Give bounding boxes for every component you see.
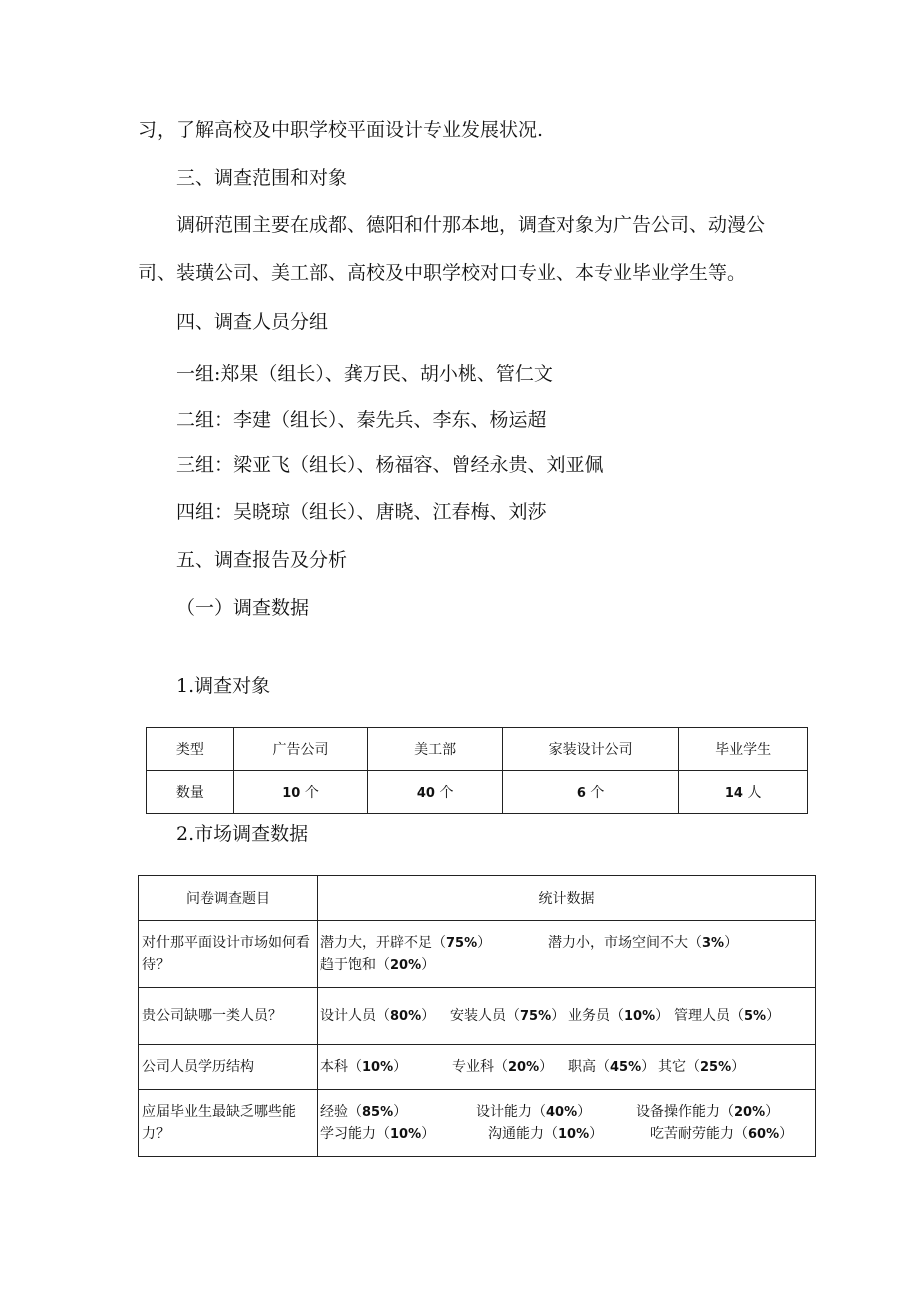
- stat-item: 安装人员（75%）: [450, 1008, 566, 1024]
- stat-item: 吃苦耐劳能力（60%）: [650, 1126, 794, 1142]
- stat-item: 潜力小，市场空间不大（3%）: [548, 935, 739, 951]
- stat-item: 潜力大，开辟不足（75%）: [320, 935, 492, 951]
- table-row: [139, 988, 816, 1045]
- count-value: 6: [576, 786, 586, 801]
- stat-item: 设备操作能力（20%）: [636, 1104, 780, 1120]
- paragraph-scope-line1: 调研范围主要在成都、德阳和什那本地，调查对象为广告公司、动漫公: [176, 214, 766, 236]
- subheading-survey-objects: 1.调查对象: [176, 675, 271, 697]
- table-header-cell: 美工部: [368, 728, 503, 771]
- stat-item: 趋于饱和（20%）: [320, 957, 436, 973]
- count-value: 10: [282, 786, 301, 801]
- table-row: [147, 771, 808, 814]
- group-1: 一组:郑果（组长）、龚万民、胡小桃、管仁文: [176, 363, 553, 385]
- subheading-survey-data: （一）调查数据: [176, 597, 310, 619]
- question-cell: 贵公司缺哪一类人员？: [139, 988, 318, 1045]
- group-4: 四组：吴晓琼（组长）、唐晓、江春梅、刘莎: [176, 501, 547, 523]
- section-heading-4: 四、调查人员分组: [176, 311, 329, 333]
- stat-item: 专业科（20%）: [452, 1059, 554, 1075]
- stats-cell: [318, 988, 816, 1045]
- table-cell: [502, 771, 678, 814]
- stat-item: 本科（10%）: [320, 1059, 408, 1075]
- paragraph-scope-line2: 司、装璜公司、美工部、高校及中职学校对口专业、本专业毕业学生等。: [138, 262, 747, 284]
- question-cell: 对什那平面设计市场如何看待？: [139, 921, 318, 988]
- section-heading-3: 三、调查范围和对象: [176, 167, 348, 189]
- stat-item: 其它（25%）: [658, 1059, 746, 1075]
- table-header-cell: 广告公司: [233, 728, 368, 771]
- count-unit: 个: [590, 785, 605, 801]
- stat-item: 设计能力（40%）: [476, 1104, 592, 1120]
- count-unit: 个: [304, 785, 319, 801]
- table-row: [147, 728, 808, 771]
- stat-item: 职高（45%）: [568, 1059, 656, 1075]
- stat-item: 业务员（10%）: [568, 1008, 670, 1024]
- table-row-label: 数量: [147, 771, 234, 814]
- count-unit: 人: [747, 785, 762, 801]
- stat-item: 设计人员（80%）: [320, 1008, 436, 1024]
- question-cell: 应届毕业生最缺乏哪些能力？: [139, 1090, 318, 1157]
- subheading-market-data: 2.市场调查数据: [176, 823, 309, 845]
- table-row: [139, 1045, 816, 1090]
- paragraph-continuation: 习，了解高校及中职学校平面设计专业发展状况.: [138, 119, 544, 141]
- stats-cell: [318, 1045, 816, 1090]
- table-cell: [368, 771, 503, 814]
- table-cell: [679, 771, 808, 814]
- stat-item: 学习能力（10%）: [320, 1126, 436, 1142]
- table-header-cell: 毕业学生: [679, 728, 808, 771]
- group-3: 三组：梁亚飞（组长）、杨福容、曾经永贵、刘亚佩: [176, 454, 604, 476]
- table-header-cell: 家装设计公司: [502, 728, 678, 771]
- count-value: 14: [724, 786, 743, 801]
- stats-cell: [318, 1090, 816, 1157]
- section-heading-5: 五、调查报告及分析: [176, 549, 348, 571]
- table-row: [139, 921, 816, 988]
- table-cell: [233, 771, 368, 814]
- stat-item: 管理人员（5%）: [674, 1008, 781, 1024]
- table-header-cell: 问卷调查题目: [139, 876, 318, 921]
- count-unit: 个: [439, 785, 454, 801]
- table-row: [139, 1090, 816, 1157]
- question-cell: 公司人员学历结构: [139, 1045, 318, 1090]
- market-survey-table: [138, 875, 816, 1157]
- count-value: 40: [416, 786, 435, 801]
- group-2: 二组：李建（组长）、秦先兵、李东、杨运超: [176, 409, 547, 431]
- table-header-cell: 类型: [147, 728, 234, 771]
- stat-item: 沟通能力（10%）: [488, 1126, 604, 1142]
- table-row: [139, 876, 816, 921]
- stat-item: 经验（85%）: [320, 1104, 408, 1120]
- table-header-cell: 统计数据: [318, 876, 816, 921]
- stats-cell: [318, 921, 816, 988]
- survey-objects-table: [146, 727, 808, 814]
